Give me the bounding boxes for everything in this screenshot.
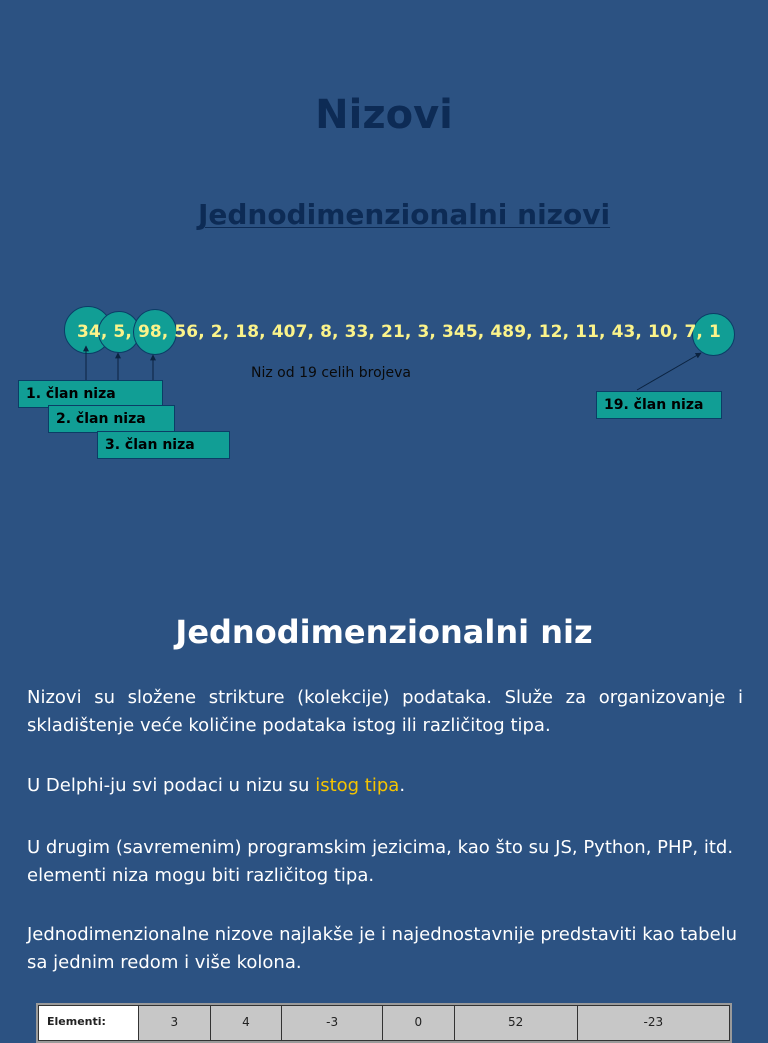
number-sequence: 34, 5, 98, 56, 2, 18, 407, 8, 33, 21, 3, 345, 489, 12, 11, 43, 10, 7, 1 xyxy=(77,322,721,342)
section-heading: Jednodimenzionalni niz xyxy=(175,613,593,651)
paragraph-delphi xyxy=(27,772,743,800)
table-cell: 4 xyxy=(210,1006,282,1041)
table-header-cell: Elementi: xyxy=(39,1006,139,1041)
table-cell: -3 xyxy=(282,1006,383,1041)
table-cell: 3 xyxy=(139,1006,211,1041)
paragraph-modern-languages: U drugim (savremenim) programskim jezicima, kao što su JS, Python, PHP, itd. elementi niza mogu biti različitog tipa. xyxy=(27,837,734,886)
label-second-member: 2. član niza xyxy=(48,405,175,433)
highlighted-text: istog tipa xyxy=(315,775,400,796)
array-caption: Niz od 19 celih brojeva xyxy=(251,365,412,381)
label-third-member: 3. član niza xyxy=(97,431,230,459)
table-cell: 52 xyxy=(454,1006,577,1041)
paragraph-delphi-text: U Delphi-ju svi podaci u nizu su xyxy=(27,775,316,796)
array-table xyxy=(36,1003,732,1043)
slide-title: Nizovi xyxy=(315,92,453,138)
paragraph-table-representation: Jednodimenzionalne nizove najlakše je i najednostavnije predstaviti kao tabelu sa jednim redom i više kolona. xyxy=(27,924,738,973)
label-first-member: 1. član niza xyxy=(18,380,163,408)
table-cell: 0 xyxy=(383,1006,455,1041)
table-row xyxy=(39,1006,730,1041)
slide-subtitle: Jednodimenzionalni nizovi xyxy=(197,198,611,231)
paragraph-delphi-end: . xyxy=(399,775,406,796)
paragraph-definition: Nizovi su složene strikture (kolekcije) podataka. Služe za organizovanje i skladištenje veće količine podataka istog ili različitog tipa. xyxy=(27,687,743,736)
table-cell: -23 xyxy=(577,1006,729,1041)
arrow-nineteenth xyxy=(637,353,701,390)
label-nineteenth-member: 19. član niza xyxy=(596,391,722,419)
